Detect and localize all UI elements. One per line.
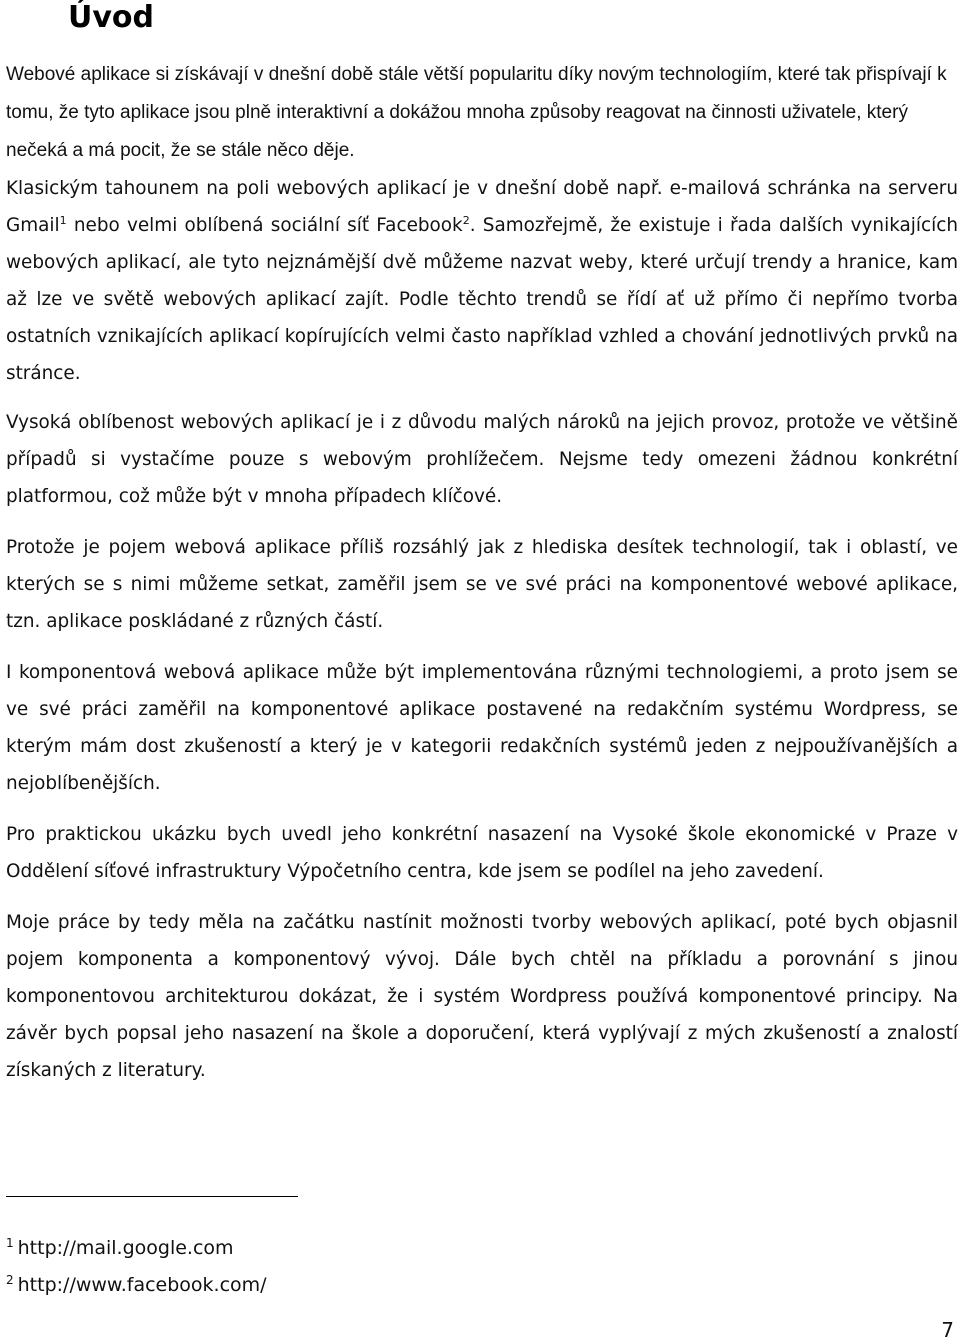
footnote-link[interactable]: http://mail.google.com (17, 1237, 234, 1259)
paragraph-outline: Moje práce by tedy měla na začátku nastínit možnosti tvorby webových aplikací, poté bych objasnil pojem komponenta a komponentový vývoj. Dále bych chtěl na příkladu a porovnání s jinou komponentovou architekturou dokázat, že i systém Wordpress používá komponentové principy. Na závěr bych popsal jeho nasazení na škole a doporučení, která vyplývají z mých zkušeností a znalostí získaných z literatury. (6, 912, 958, 1081)
footnote-1 (6, 1230, 267, 1267)
footnote-ref-2: 2 (462, 213, 470, 227)
paragraph-deployment: Pro praktickou ukázku bych uvedl jeho konkrétní nasazení na Vysoké škole ekonomické v Praze v Oddělení síťové infrastruktury Výpočetního centra, kde jsem se podílel na jeho zavedení. (6, 824, 958, 882)
paragraph-text: nebo velmi oblíbená sociální síť Facebook (66, 215, 463, 236)
footnote-separator (6, 1196, 298, 1197)
footnote-ref-1: 1 (59, 213, 67, 227)
footnote-link[interactable]: http://www.facebook.com/ (17, 1274, 267, 1296)
footnote-number: 1 (6, 1235, 14, 1250)
paragraph-wordpress: I komponentová webová aplikace může být implementována různými technologiemi, a proto jsem se ve své práci zaměřil na komponentové aplikace postavené na redakčním systému Wordpress, se kterým mám dost zkušeností a který je v kategorii redakčních systémů jeden z nejpoužívanějších a nejoblíbenějších. (6, 662, 958, 794)
paragraph-focus: Protože je pojem webová aplikace příliš rozsáhlý jak z hlediska desítek technologií, tak i oblastí, ve kterých se s nimi můžeme setkat, zaměřil jsem se ve své práci na komponentové webové aplikace, tzn. aplikace poskládané z různých částí. (6, 537, 958, 632)
paragraph-popularity: Vysoká oblíbenost webových aplikací je i z důvodu malých nároků na jejich provoz, protože ve většině případů si vystačíme pouze s webovým prohlížečem. Nejsme tedy omezeni žádnou konkrétní platformou, což může být v mnoha případech klíčové. (6, 412, 958, 507)
footnote-2 (6, 1267, 267, 1304)
footnotes (6, 1230, 267, 1304)
footnote-number: 2 (6, 1272, 14, 1287)
page-title: Úvod (68, 0, 155, 35)
paragraph-web-apps-examples (6, 170, 958, 392)
page-number: 7 (941, 1318, 954, 1342)
paragraph-intro: Webové aplikace si získávají v dnešní době stále větší popularitu díky novým technologiím, které tak přispívají k tomu, že tyto aplikace jsou plně interaktivní a dokážou mnoha způsoby reagovat na činnosti uživatele, který nečeká a má pocit, že se stále něco děje. (6, 64, 947, 161)
paragraph-text: Klasickým tahounem na poli webových aplikací je v dnešní době např. e-mailová schránka na serveru Gmail (6, 178, 958, 236)
body-text (6, 56, 958, 1103)
paragraph-text: . Samozřejmě, že existuje i řada dalších vynikajících webových aplikací, ale tyto nejznámější dvě můžeme nazvat weby, které určují trendy a hranice, kam až lze ve světě webových aplikací zajít. Podle těchto trendů se řídí ať už přímo či nepřímo tvorba ostatních vznikajících aplikací kopírujících velmi často například vzhled a chování jednotlivých prvků na stránce. (6, 215, 958, 384)
